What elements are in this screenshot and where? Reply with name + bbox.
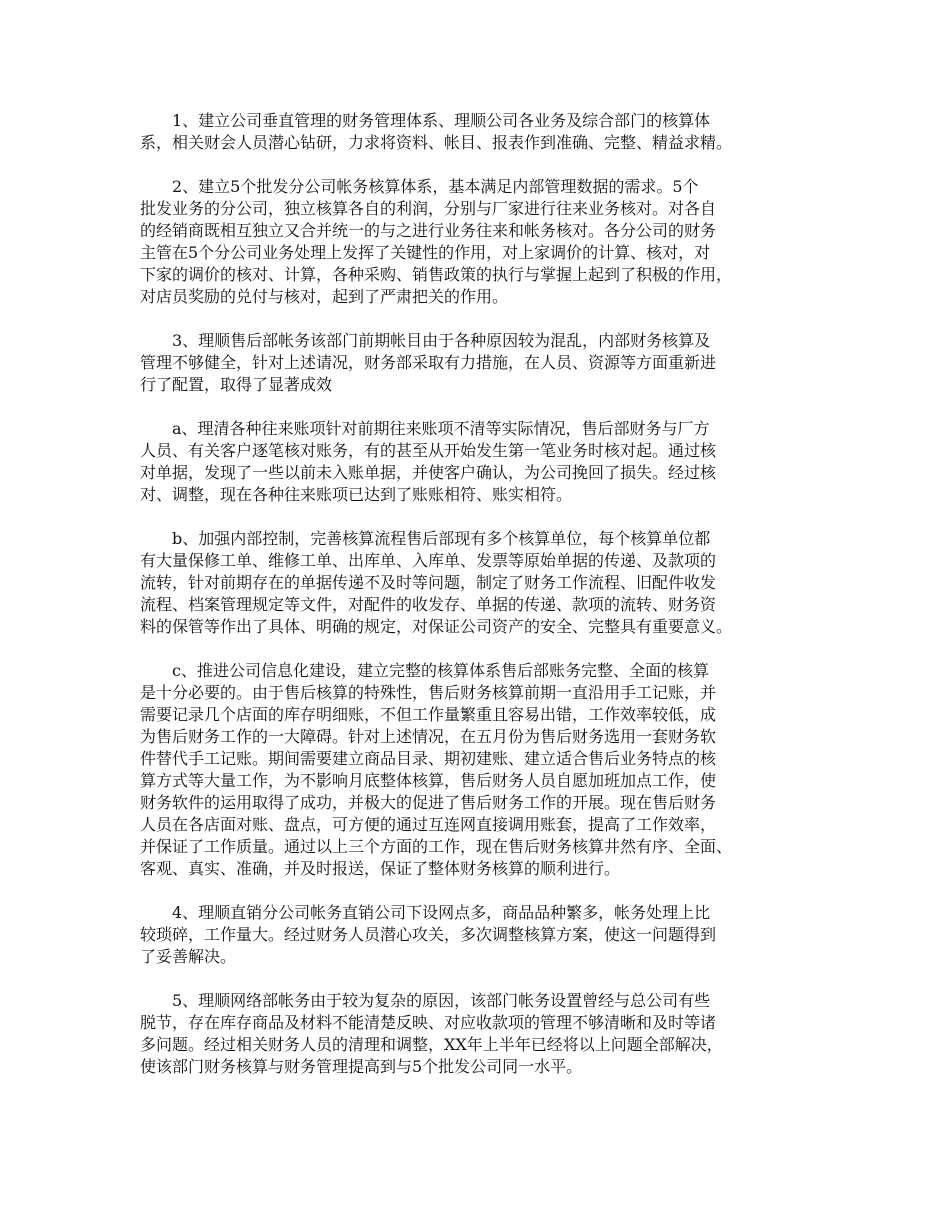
text-line: 主管在5个分公司业务处理上发挥了关键性的作用，对上家调价的计算、核对，对	[140, 243, 711, 262]
text-line: 脱节，存在库存商品及材料不能清楚反映、对应收款项的管理不够清晰和及时等诸	[140, 1013, 717, 1032]
text-line: 3、理顺售后部帐务该部门前期帐目由于各种原因较为混乱，内部财务核算及	[172, 331, 711, 350]
text-line: 行了配置，取得了显著成效	[140, 375, 333, 394]
document-body	[140, 110, 830, 1100]
text-line: 财务软件的运用取得了成功，并极大的促进了售后财务工作的开展。现在售后财务	[140, 793, 717, 812]
text-line: a、理清各种往来账项针对前期往来账项不清等实际情况，售后部财务与厂方	[172, 419, 710, 438]
paragraph-2	[140, 176, 830, 308]
paragraph-5	[140, 990, 830, 1078]
text-line: 流转，针对前期存在的单据传递不及时等问题，制定了财务工作流程、旧配件收发	[140, 573, 717, 592]
text-line: 对、调整，现在各种往来账项已达到了账账相符、账实相符。	[140, 485, 573, 504]
text-line: 并保证了工作质量。通过以上三个方面的工作，现在售后财务核算井然有序、全面、	[140, 837, 733, 856]
text-line: 件替代手工记账。期间需要建立商品目录、期初建账、建立适合售后业务特点的核	[140, 749, 717, 768]
text-line: 使该部门财务核算与财务管理提高到与5个批发公司同一水平。	[140, 1057, 583, 1076]
text-line: 5、理顺网络部帐务由于较为复杂的原因，该部门帐务设置曾经与总公司有些	[172, 991, 711, 1010]
paragraph-3	[140, 330, 830, 396]
text-line: 管理不够健全，针对上述请况，财务部采取有力措施，在人员、资源等方面重新进	[140, 353, 717, 372]
paragraph-4	[140, 902, 830, 968]
text-line: 系，相关财会人员潜心钻研，力求将资料、帐目、报表作到准确、完整、精益求精。	[140, 133, 733, 152]
text-line: 为售后财务工作的一大障碍。针对上述情况，在五月份为售后财务选用一套财务软	[140, 727, 717, 746]
paragraph-3b	[140, 528, 830, 638]
text-line: 算方式等大量工作，为不影响月底整体核算，售后财务人员自愿加班加点工作，使	[140, 771, 717, 790]
text-line: 对单据，发现了一些以前未入账单据，并使客户确认，为公司挽回了损失。经过核	[140, 463, 717, 482]
text-line: 1、建立公司垂直管理的财务管理体系、理顺公司各业务及综合部门的核算体	[172, 111, 711, 130]
text-line: 人员、有关客户逐笔核对账务，有的甚至从开始发生第一笔业务时核对起。通过核	[140, 441, 717, 460]
paragraph-3a	[140, 418, 830, 506]
text-line: 较琐碎，工作量大。经过财务人员潜心攻关，多次调整核算方案，使这一问题得到	[140, 925, 717, 944]
text-line: 了妥善解决。	[140, 947, 237, 966]
text-line: 需要记录几个店面的库存明细账，不但工作量繁重且容易出错，工作效率较低，成	[140, 705, 717, 724]
paragraph-1	[140, 110, 830, 154]
text-line: 料的保管等作出了具体、明确的规定，对保证公司资产的安全、完整具有重要意义。	[140, 617, 733, 636]
text-line: 2、建立5个批发分公司帐务核算体系，基本满足内部管理数据的需求。5个	[172, 177, 699, 196]
text-line: 多问题。经过相关财务人员的清理和调整，XX年上半年已经将以上问题全部解决，	[140, 1035, 723, 1054]
text-line: 下家的调价的核对、计算，各种采购、销售政策的执行与掌握上起到了积极的作用，	[140, 265, 733, 284]
text-line: 4、理顺直销分公司帐务直销公司下设网点多，商品品种繁多，帐务处理上比	[172, 903, 711, 922]
text-line: 的经销商既相互独立又合并统一的与之进行业务往来和帐务核对。各分公司的财务	[140, 221, 717, 240]
text-line: 有大量保修工单、维修工单、出库单、入库单、发票等原始单据的传递、及款项的	[140, 551, 717, 570]
text-line: 人员在各店面对账、盘点，可方便的通过互连网直接调用账套，提高了工作效率，	[140, 815, 717, 834]
text-line: b、加强内部控制，完善核算流程售后部现有多个核算单位，每个核算单位都	[172, 529, 711, 548]
text-line: 批发业务的分公司，独立核算各自的利润，分别与厂家进行往来业务核对。对各自	[140, 199, 717, 218]
text-line: c、推进公司信息化建设，建立完整的核算体系售后部账务完整、全面的核算	[172, 661, 709, 680]
text-line: 是十分必要的。由于售后核算的特殊性，售后财务核算前期一直沿用手工记账，并	[140, 683, 717, 702]
text-line: 对店员奖励的兑付与核对，起到了严肃把关的作用。	[140, 287, 509, 306]
text-line: 客观、真实、准确，并及时报送，保证了整体财务核算的顺利进行。	[140, 859, 621, 878]
paragraph-3c	[140, 660, 830, 880]
text-line: 流程、档案管理规定等文件，对配件的收发存、单据的传递、款项的流转、财务资	[140, 595, 717, 614]
